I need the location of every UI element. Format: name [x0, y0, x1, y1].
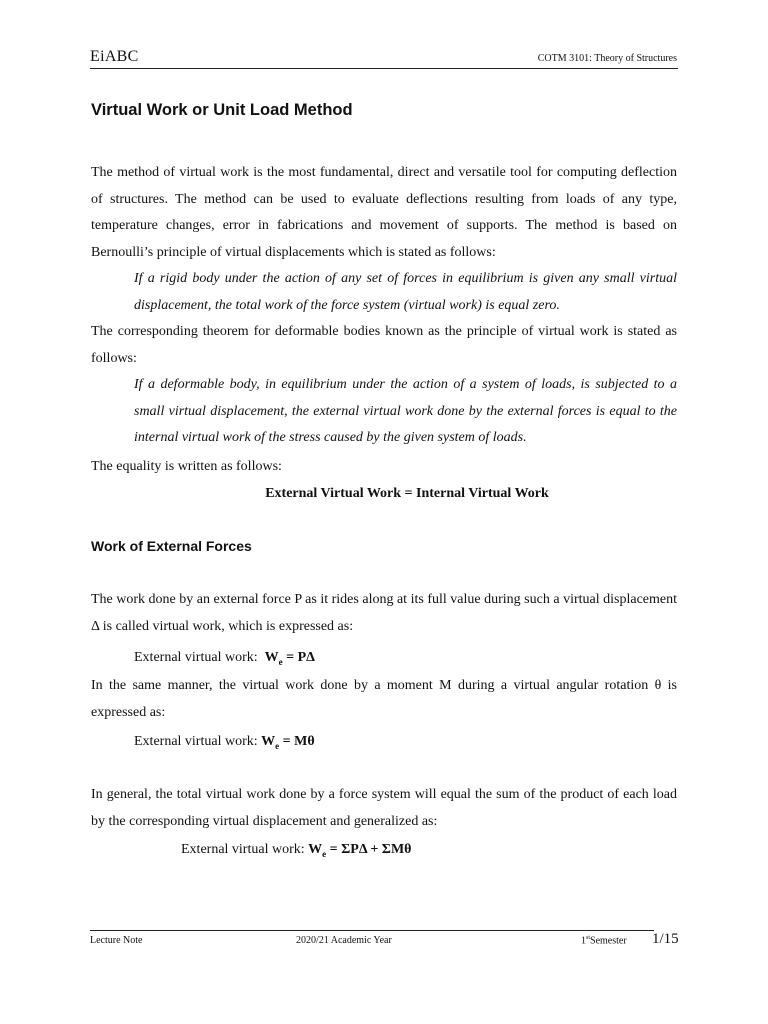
- section-heading: Work of External Forces: [91, 538, 252, 554]
- equation-formula: $W_e = \Sigma P\Delta + \Sigma M\theta$: [308, 842, 412, 859]
- bernoulli-quote: If a rigid body under the action of any set of forces in equilibrium is given any small virtual displacement, the total work of the force system (virtual work) is equal zero.: [134, 271, 677, 313]
- header-course: COTM 3101: Theory of Structures: [537, 53, 677, 64]
- general-paragraph: In general, the total virtual work done by a force system will equal the sum of the product of each load by the corresponding virtual displacement and generalized as:: [91, 787, 677, 829]
- header-rule: [90, 68, 678, 69]
- deformable-quote: If a deformable body, in equilibrium under the action of a system of loads, is subjected to a small virtual displacement, the external virtual work done by the external forces is equal to the internal virtual work of the stress caused by the given system of loads.: [134, 377, 677, 445]
- equation-general: [181, 842, 411, 859]
- equation-label: External virtual work:: [134, 650, 258, 665]
- equation-label: External virtual work:: [134, 734, 258, 749]
- page-title: Virtual Work or Unit Load Method: [91, 101, 353, 119]
- equation-force: [134, 650, 315, 667]
- force-paragraph: The work done by an external force P as it rides along at its full value during such a virtual displacement Δ is called virtual work, which is expressed as:: [91, 592, 677, 634]
- footer-semester: 1stSemester: [581, 935, 627, 947]
- intro-paragraph: The method of virtual work is the most fundamental, direct and versatile tool for computing deflection of structures. The method can be used to evaluate deflections resulting from loads of any type, temperature changes, error in fabrications and movement of supports. The method is based on Bernoulli’s principle of virtual displacements which is stated as follows:: [91, 165, 677, 260]
- footer-academic-year: 2020/21 Academic Year: [296, 935, 392, 946]
- equation-moment: [134, 734, 315, 751]
- equation-formula: $W_e = M\theta$: [261, 734, 315, 751]
- moment-paragraph: In the same manner, the virtual work done by a moment M during a virtual angular rotation θ is expressed as:: [91, 678, 677, 720]
- header-org: EiABC: [90, 48, 139, 65]
- deformable-intro: The corresponding theorem for deformable bodies known as the principle of virtual work is stated as follows:: [91, 324, 677, 366]
- equality-intro: The equality is written as follows:: [91, 459, 282, 474]
- equality-statement: External Virtual Work = Internal Virtual Work: [265, 486, 549, 501]
- equation-formula: $W_e = P\Delta$: [264, 650, 315, 667]
- footer-lecture-note: Lecture Note: [90, 935, 143, 946]
- equation-label: External virtual work:: [181, 842, 305, 857]
- footer-rule: [90, 930, 654, 931]
- page-number: 1/15: [652, 931, 679, 947]
